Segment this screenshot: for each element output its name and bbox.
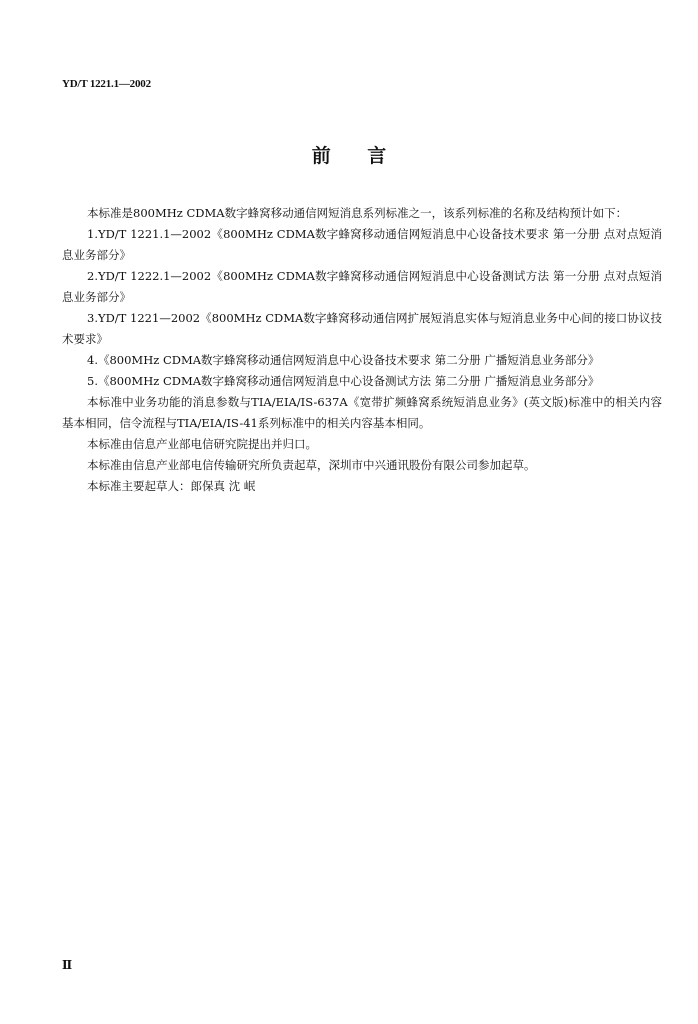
list-item-standard-5: 5.《800MHz CDMA数字蜂窝移动通信网短消息中心设备测试方法 第二分册 广播短消息业务部分》	[87, 374, 600, 388]
paragraph-authors: 本标准主要起草人：郎保真 沈 岷	[87, 479, 256, 493]
standard-number: YD/T 1221.1—2002	[62, 78, 151, 90]
page-number: Ⅱ	[62, 958, 73, 972]
paragraph-relation: 本标准中业务功能的消息参数与TIA/EIA/IS-637A《宽带扩频蜂窝系统短消息业务》(英文版)标准中的相关内容基本相同，信令流程与TIA/EIA/IS-41系列标准中的相关内容基本相同。	[62, 395, 662, 430]
page-title: 前 言	[311, 145, 387, 167]
paragraph-drafter: 本标准由信息产业部电信传输研究所负责起草，深圳市中兴通讯股份有限公司参加起草。	[87, 458, 536, 472]
list-item-standard-4: 4.《800MHz CDMA数字蜂窝移动通信网短消息中心设备技术要求 第二分册 广播短消息业务部分》	[87, 353, 600, 367]
list-item-standard-1: 1.YD/T 1221.1—2002《800MHz CDMA数字蜂窝移动通信网短消息中心设备技术要求 第一分册 点对点短消息业务部分》	[62, 227, 662, 262]
list-item-standard-3: 3.YD/T 1221—2002《800MHz CDMA数字蜂窝移动通信网扩展短消息实体与短消息业务中心间的接口协议技术要求》	[62, 311, 662, 346]
paragraph-intro: 本标准是800MHz CDMA数字蜂窝移动通信网短消息系列标准之一，该系列标准的名称及结构预计如下：	[87, 206, 628, 220]
foreword-body	[62, 203, 662, 497]
paragraph-proposer: 本标准由信息产业部电信研究院提出并归口。	[87, 437, 317, 451]
list-item-standard-2: 2.YD/T 1222.1—2002《800MHz CDMA数字蜂窝移动通信网短消息中心设备测试方法 第一分册 点对点短消息业务部分》	[62, 269, 662, 304]
